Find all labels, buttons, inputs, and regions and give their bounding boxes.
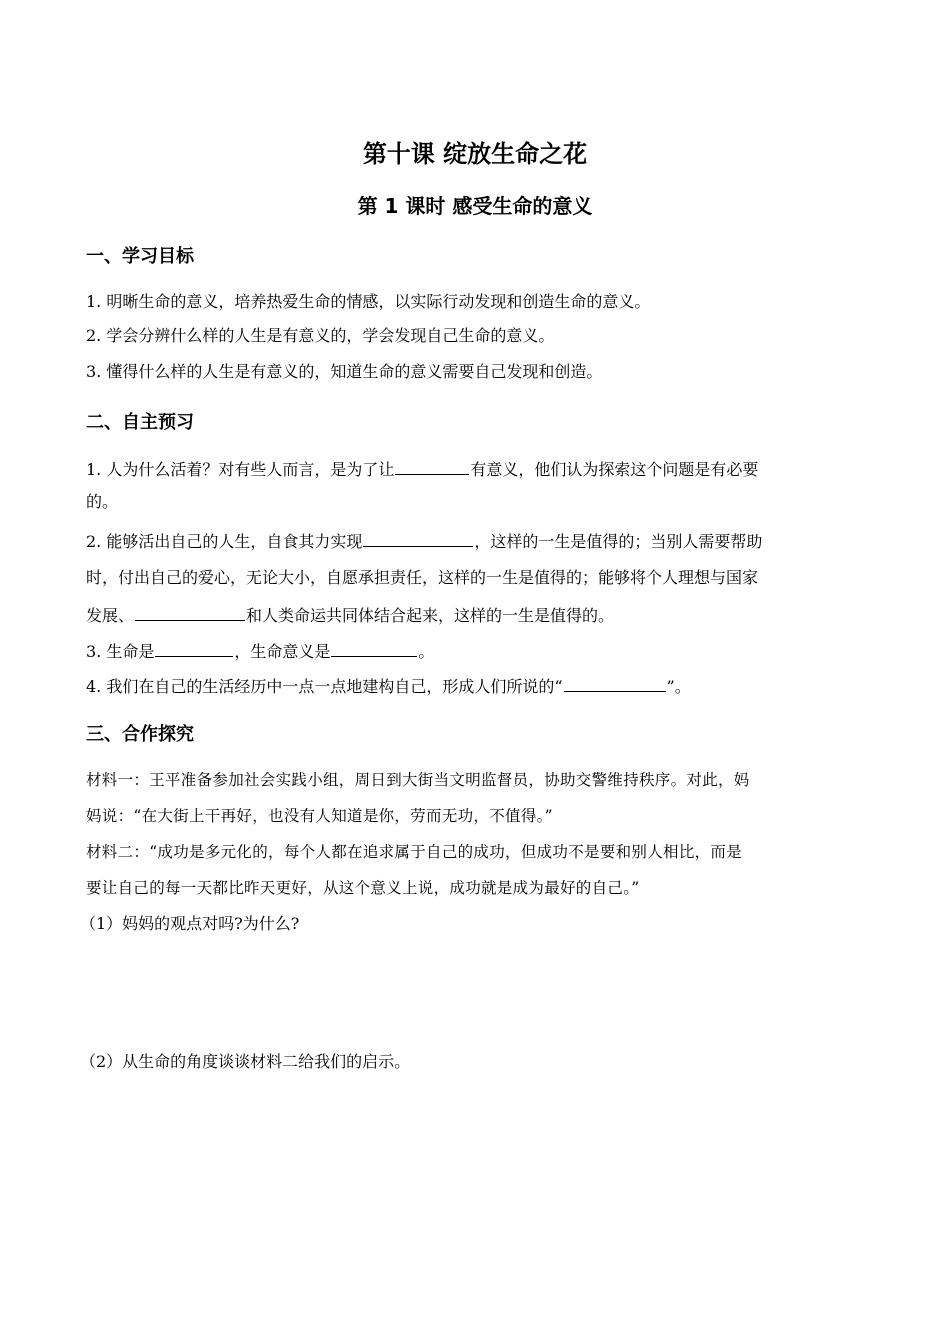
material-1-line1: 材料一：王平准备参加社会实践小组，周日到大街当文明监督员，协助交警维持秩序。对此，妈 — [86, 771, 750, 789]
preview-q4-line — [86, 673, 691, 699]
preview-q2-line1 — [86, 528, 762, 554]
material-2-line1: 材料二：“成功是多元化的，每个人都在追求属于自己的成功，但成功不是要和别人相比，而是 — [86, 843, 743, 861]
fill-blank-q2b[interactable] — [135, 602, 245, 621]
lesson-subtitle: 第 1 课时 感受生命的意义 — [357, 194, 593, 218]
material-1-line2: 妈说：“在大街上干再好，也没有人知道是你，劳而无功，不值得。” — [86, 807, 553, 825]
goal-item-2: 2. 学会分辨什么样的人生是有意义的，学会发现自己生命的意义。 — [86, 326, 555, 345]
fill-blank-q2a[interactable] — [363, 528, 473, 547]
question-2: （2）从生命的角度谈谈材料二给我们的启示。 — [80, 1052, 411, 1071]
preview-q3-text-a: 3. 生命是 — [86, 642, 155, 661]
fill-blank-q4[interactable] — [564, 673, 666, 692]
preview-q3-line — [86, 638, 434, 664]
question-1: （1）妈妈的观点对吗?为什么? — [80, 914, 300, 933]
preview-q2-text-d: 发展、 — [86, 606, 135, 625]
fill-blank-q3a[interactable] — [155, 638, 233, 657]
preview-q2-text-a: 2. 能够活出自己的人生，自食其力实现 — [86, 532, 363, 551]
section-heading-goals: 一、学习目标 — [86, 246, 194, 267]
preview-q1-text-b: 有意义，他们认为探索这个问题是有必要 — [470, 460, 759, 479]
preview-q2-text-b: ，这样的一生是值得的；当别人需要帮助 — [474, 532, 763, 551]
goal-item-1: 1. 明晰生命的意义，培养热爱生命的情感，以实际行动发现和创造生命的意义。 — [86, 292, 651, 311]
fill-blank-q3b[interactable] — [331, 638, 417, 657]
material-2-line2: 要让自己的每一天都比昨天更好，从这个意义上说，成功就是成为最好的自己。” — [86, 879, 640, 897]
preview-q2-line3 — [86, 602, 614, 628]
preview-q1-text-a: 1. 人为什么活着？对有些人而言，是为了让 — [86, 460, 395, 479]
section-heading-preview: 二、自主预习 — [86, 412, 194, 433]
preview-q1-line2: 的。 — [86, 492, 119, 511]
preview-q4-text-a: 4. 我们在自己的生活经历中一点一点地建构自己，形成人们所说的“ — [86, 677, 563, 696]
preview-q2-line2: 时，付出自己的爱心，无论大小，自愿承担责任，这样的一生是值得的；能够将个人理想与国家 — [86, 568, 759, 587]
preview-q3-text-c: 。 — [418, 642, 435, 661]
section-heading-inquiry: 三、合作探究 — [86, 724, 194, 745]
preview-q2-text-e: 和人类命运共同体结合起来，这样的一生是值得的。 — [246, 606, 615, 625]
preview-q3-text-b: ，生命意义是 — [234, 642, 331, 661]
preview-q4-text-b: ”。 — [666, 677, 691, 696]
preview-q1-line1 — [86, 456, 758, 482]
goal-item-3: 3. 懂得什么样的人生是有意义的，知道生命的意义需要自己发现和创造。 — [86, 362, 603, 381]
lesson-title: 第十课 绽放生命之花 — [362, 140, 588, 168]
fill-blank-q1[interactable] — [395, 456, 469, 475]
